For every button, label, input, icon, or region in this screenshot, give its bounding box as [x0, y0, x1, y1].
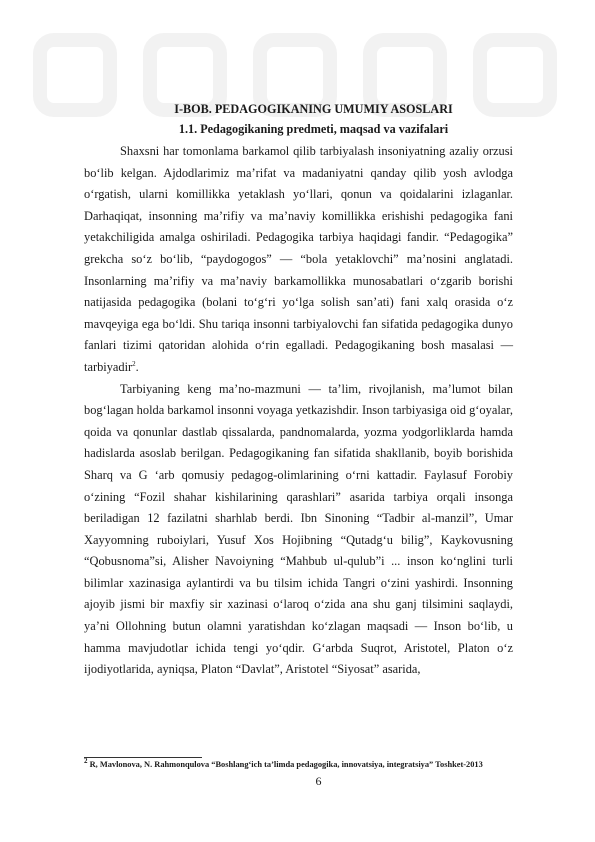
section-title: 1.1. Pedagogikaning predmeti, maqsad va vazifalari [178, 122, 449, 136]
paragraph-1-text: Shaxsni har tomonlama barkamol qilib tarbiyalash insoniyatning azaliy orzusi bo‘lib kelgan. Ajdodlarimiz ma’rifat va madaniyatni qanday qilib yosh avlodga o‘rgatish, ularni komillikka yetaklash yo‘llari, qonun va qoidalarini izlaganlar. Darhaqiqat, insonning ma’rifiy va ma’naviy komillikka erishishi pedagogika fani yetakchiligida amalga oshiriladi. Pedagogika tarbiya haqidagi fandir. “Pedagogika” grekcha so‘z bo‘lib, “paydogogos” — “bola yetaklovchi” ma’nosini anglatadi. Insonlarning ma’rifiy va ma’naviy barkamollikka munosabatlari o‘zgarib borishi natijasida pedagogika (bolani to‘g‘ri yo‘lga solish san’ati) fani xalq orasida o‘z mavqeyiga ega bo‘ldi. Shu tariqa insonni tarbiyalovchi fan sifatida pedagogika dunyo fanlari tizimi qatoridan alohida o‘rin egalladi. Pedagogikaning bosh masalasi — tarbiyadir [84, 144, 513, 374]
page-number: 6 [315, 774, 322, 788]
paragraph-1-end: . [135, 359, 139, 374]
footnote-mark: 2 [84, 757, 88, 766]
chapter-title: I-BOB. PEDAGOGIKANING UMUMIY ASOSLARI [174, 102, 453, 116]
footnote-text: R, Mavlonova, N. Rahmonqulova “Boshlang‘ich ta’limda pedagogika, innovatsiya, integratsiya” Toshket-2013 [87, 760, 483, 769]
footnote-divider [84, 757, 202, 758]
document-body [84, 101, 513, 681]
footnote-reference: 2 [132, 359, 136, 368]
paragraph-1 [84, 141, 513, 379]
footnote [84, 757, 524, 770]
paragraph-2: Tarbiyaning keng ma’no-mazmuni — ta’lim, rivojlanish, ma’lumot bilan bog‘lagan holda barkamol insonni voyaga yetkazishdir. Inson tarbiyasiga oid g‘oyalar, qoida va qonunlar dastlab qissalarda, pandnomalarda, yozma yodgorliklarda hamda hadislarda asoslab berilgan. Pedagogikaning fan sifatida shakllanib, boyib borishida Sharq va G ‘arb qomusiy pedagog-olimlarining o‘rni kattadir. Faylasuf Forobiy o‘zining “Fozil shahar kishilarining qarashlari” asarida tarbiya orqali insonga beriladigan 12 fazilatni sharhlab berdi. Ibn Sinoning “Tadbir al-manzil”, Umar Xayyomning ruboiylari, Yusuf Xos Hojibning “Qutadg‘u bilig”, Kaykovusning “Qobusnoma”si, Alisher Navoiyning “Mahbub ul-qulub”i ... inson ko‘nglini turli bilimlar xazinasiga aylantirdi va bu tilsim ichida Tangri o‘zini yashirdi. Insonning ajoyib jismi bir maxfiy sir xazinasi o‘laroq o‘zida ana shu ganj tilsimini saqlaydi, ya’ni Ollohning butun olamni yaratishdan ko‘zlagan maqsadi — Inson bo‘lib, u hamma mavjudotlar ichida tengi yo‘qdir. G‘arbda Suqrot, Aristotel, Platon o‘z ijodiyotlarida, ayniqsa, Platon “Davlat”, Aristotel “Siyosat” asarida, [84, 381, 513, 677]
